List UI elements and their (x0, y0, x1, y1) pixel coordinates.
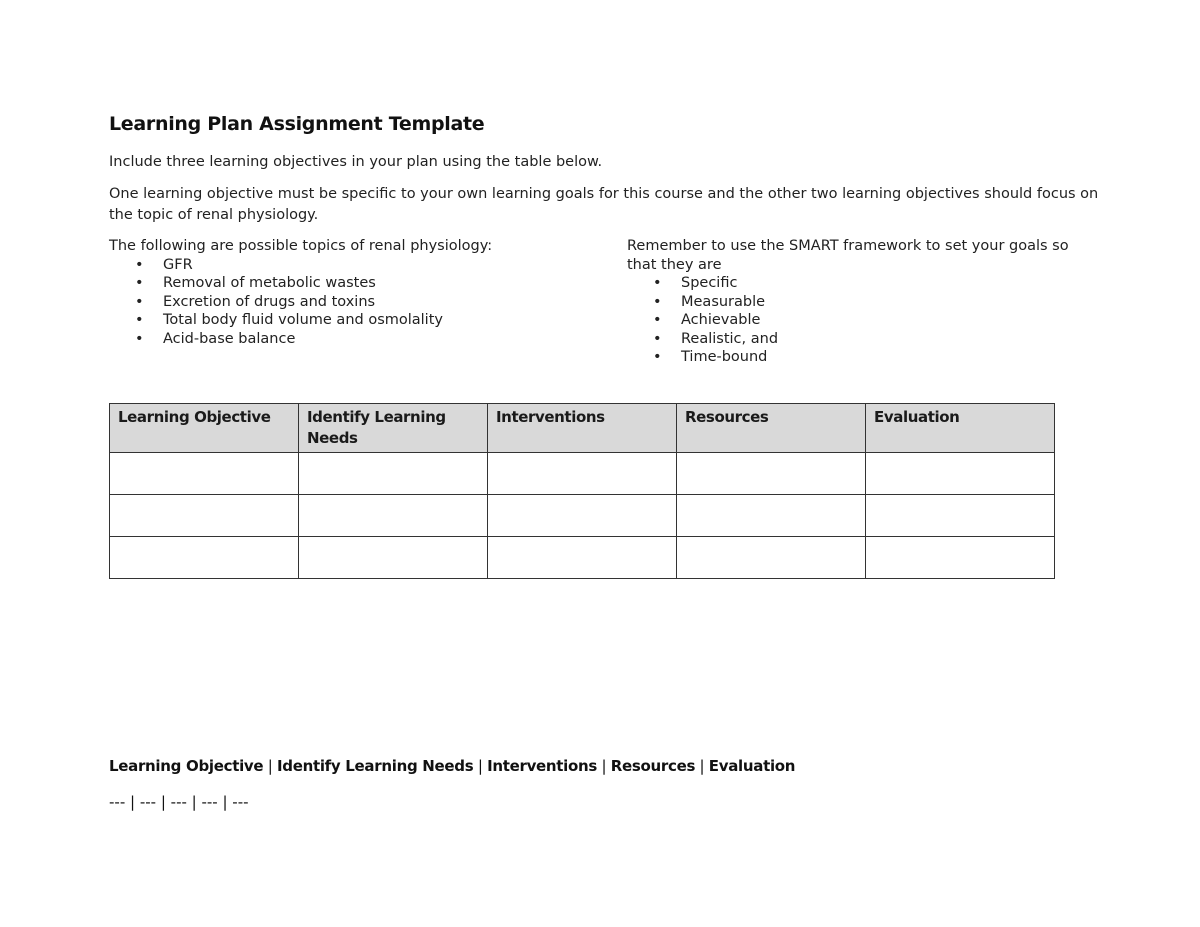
bullet-icon: • (653, 349, 662, 365)
smart-label: Achievable (681, 312, 761, 328)
list-item (135, 330, 579, 349)
table-row (110, 537, 1055, 579)
list-item (135, 274, 579, 293)
bullet-icon: • (135, 330, 144, 347)
table-cell[interactable] (299, 453, 488, 495)
smart-heading: Remember to use the SMART framework to set your goals so that they are (627, 238, 1069, 273)
table-cell[interactable] (110, 495, 299, 537)
header-interventions: Interventions (488, 404, 677, 453)
page-title: Learning Plan Assignment Template (109, 113, 485, 135)
smart-label: Specific (681, 275, 738, 291)
topic-label: Excretion of drugs and toxins (163, 293, 376, 310)
bullet-icon: • (653, 293, 662, 310)
list-item (653, 274, 1102, 293)
smart-column (627, 237, 1102, 367)
header-evaluation: Evaluation (866, 404, 1055, 453)
topic-label: GFR (163, 256, 193, 273)
bullet-icon: • (653, 312, 662, 328)
list-item (653, 311, 1102, 330)
header-identify-learning-needs: Identify Learning Needs (299, 404, 488, 453)
table-cell[interactable] (677, 453, 866, 495)
md-separator: | (695, 757, 709, 775)
table-row (110, 453, 1055, 495)
list-item (653, 293, 1102, 312)
learning-plan-table (109, 403, 1055, 579)
header-learning-objective: Learning Objective (110, 404, 299, 453)
md-header-col: Interventions (487, 757, 598, 775)
bullet-icon: • (135, 275, 144, 291)
md-separator: | (263, 757, 277, 775)
intro-paragraph: Include three learning objectives in your plan using the table below. (109, 154, 603, 170)
topic-label: Removal of metabolic wastes (163, 275, 376, 291)
table-header-row (110, 404, 1055, 453)
table-cell[interactable] (299, 495, 488, 537)
md-separator: | (473, 757, 488, 775)
bullet-icon: • (135, 293, 144, 310)
topics-heading: The following are possible topics of renal physiology: (109, 238, 493, 254)
smart-list (627, 274, 1102, 367)
table-cell[interactable] (677, 537, 866, 579)
list-item (653, 348, 1102, 367)
md-header-col: Resources (610, 757, 696, 775)
table-cell[interactable] (866, 453, 1055, 495)
bullet-icon: • (135, 312, 144, 328)
md-header-col: Identify Learning Needs (276, 757, 474, 775)
markdown-table-header (109, 757, 795, 775)
list-item (653, 330, 1102, 349)
header-resources: Resources (677, 404, 866, 453)
md-header-col: Learning Objective (109, 757, 264, 775)
list-item (135, 293, 579, 312)
topics-list (109, 256, 579, 349)
smart-label: Measurable (681, 293, 766, 310)
markdown-separator-row: --- | --- | --- | --- | --- (109, 793, 249, 811)
table-cell[interactable] (110, 453, 299, 495)
md-separator: | (597, 757, 611, 775)
md-header-col: Evaluation (708, 757, 796, 775)
list-item (135, 311, 579, 330)
topic-label: Acid-base balance (163, 330, 296, 347)
smart-label: Time-bound (681, 349, 768, 365)
table-cell[interactable] (488, 453, 677, 495)
table-cell[interactable] (110, 537, 299, 579)
table-cell[interactable] (299, 537, 488, 579)
table-cell[interactable] (488, 495, 677, 537)
table-cell[interactable] (677, 495, 866, 537)
bullet-icon: • (653, 330, 662, 347)
instruction-paragraph: One learning objective must be specific to your own learning goals for this course and the other two learning objectives should focus on the topic of renal physiology. (109, 186, 1099, 223)
table-cell[interactable] (488, 537, 677, 579)
table-cell[interactable] (866, 537, 1055, 579)
bullet-icon: • (653, 275, 662, 291)
smart-label: Realistic, and (681, 330, 779, 347)
topic-label: Total body fluid volume and osmolality (163, 312, 443, 328)
bullet-icon: • (135, 256, 144, 273)
topics-column (109, 237, 579, 348)
table-row (110, 495, 1055, 537)
table-cell[interactable] (866, 495, 1055, 537)
list-item (135, 256, 579, 275)
